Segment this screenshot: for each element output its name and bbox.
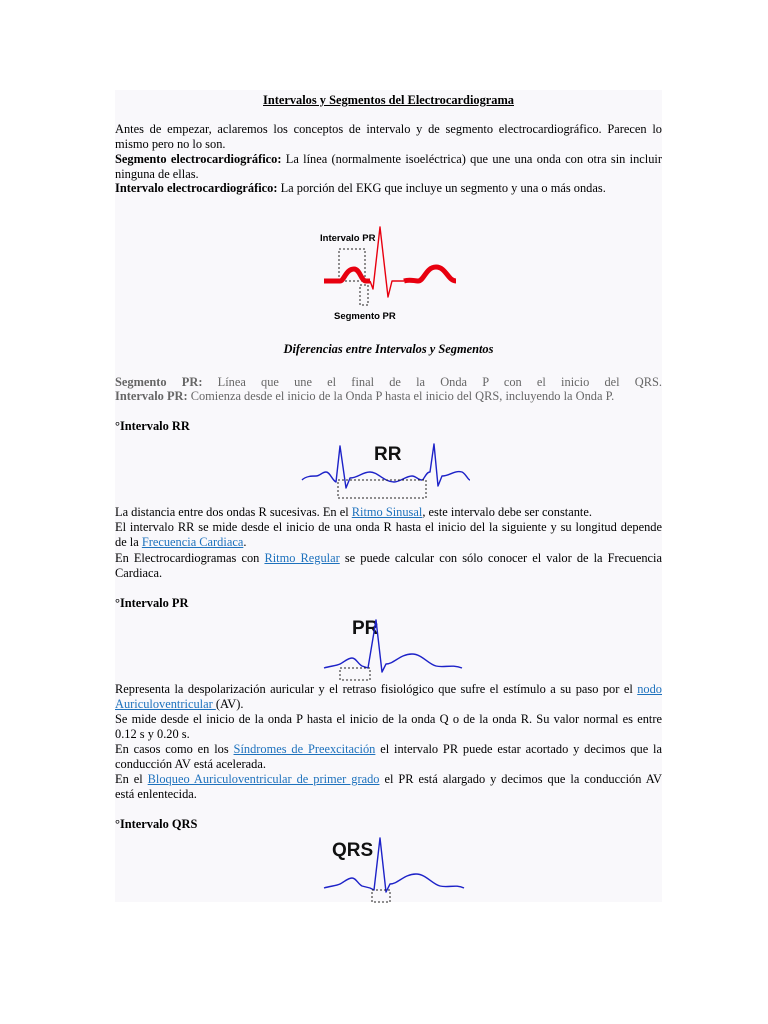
segment-bracket — [360, 285, 368, 305]
intervalo-pr-text: Comienza desde el inicio de la Onda P hasta el inicio del QRS, incluyendo la Onda P. — [187, 389, 615, 403]
pr-p4-text: En el — [115, 772, 148, 786]
pr-paragraph-1-cont — [115, 697, 662, 712]
pr-ecg-trace — [324, 620, 462, 672]
figure1-label-bottom: Segmento PR — [334, 311, 396, 322]
segmento-text: La línea (normalmente isoeléctrica) que une una onda con otra sin incluir — [281, 152, 662, 166]
rr-bracket — [338, 480, 426, 498]
pr-paragraph-4-cont: está enlentecida. — [115, 787, 197, 801]
pr-p3-text-end: el intervalo PR puede estar acortado y decimos que la — [375, 742, 662, 756]
auriculoventricular-link[interactable]: Auriculoventricular — [115, 697, 216, 711]
intervalo-pr-term: Intervalo PR: — [115, 389, 188, 403]
rr-p2-text-end: . — [243, 535, 247, 549]
intervalo-definition — [115, 181, 662, 196]
pr-p1-text-end: (AV). — [215, 697, 244, 711]
figure1-caption: Diferencias entre Intervalos y Segmentos — [283, 342, 494, 356]
rr-p3-text: En Electrocardiogramas con — [115, 551, 265, 565]
p-wave-highlight — [324, 269, 370, 281]
pr-paragraph-2: Se mide desde el inicio de la onda P hasta el inicio de la onda Q o de la onda R. Su valor normal es entre — [115, 712, 662, 726]
pr-heading: °Intervalo PR — [115, 596, 189, 610]
nodo-link[interactable]: nodo — [637, 682, 662, 696]
rr-paragraph-3-cont: Cardiaca. — [115, 566, 163, 580]
ritmo-regular-link[interactable]: Ritmo Regular — [264, 551, 340, 565]
rr-paragraph-2: El intervalo RR se mide desde el inicio de una onda R hasta el inicio del la siguiente y su longitud depende — [115, 520, 662, 534]
frecuencia-cardiaca-link[interactable]: Frecuencia Cardiaca — [141, 535, 244, 549]
segmento-pr-text: Línea que une el final de la Onda P con el inicio del QRS. — [202, 375, 662, 389]
ritmo-sinusal-link[interactable]: Ritmo Sinusal — [351, 505, 423, 519]
pr-p4-text-end: el PR está alargado y decimos que la conducción AV — [379, 772, 662, 786]
page-title: Intervalos y Segmentos del Electrocardiograma — [263, 93, 514, 107]
pr-p1-text: Representa la despolarización auricular y el retraso fisiológico que sufre el estímulo a su paso por el — [115, 682, 638, 696]
intervalo-term: Intervalo electrocardiográfico: — [115, 181, 278, 195]
rr-paragraph-1 — [115, 505, 662, 520]
rr-image-label: RR — [374, 444, 402, 465]
figure1-label-top: Intervalo PR — [320, 233, 376, 244]
rr-p1-text: La distancia entre dos ondas R sucesivas. En el — [115, 505, 352, 519]
qrs-heading: °Intervalo QRS — [115, 817, 198, 831]
pr-paragraph-3-cont: conducción AV está acelerada. — [115, 757, 266, 771]
qrs-interval-figure — [320, 832, 470, 906]
segmento-pr-term: Segmento PR: — [115, 375, 203, 389]
rr-p1-text-end: , este intervalo debe ser constante. — [422, 505, 592, 519]
rr-interval-figure — [298, 436, 470, 502]
pr-bracket — [340, 668, 370, 680]
pr-image-label: PR — [352, 618, 379, 639]
rr-p2-text: de la — [115, 535, 142, 549]
pr-p3-text: En casos como en los — [115, 742, 234, 756]
qrs-image-label: QRS — [332, 840, 374, 861]
intervalo-pr-note — [115, 389, 662, 404]
rr-paragraph-2-cont — [115, 535, 662, 550]
t-wave-highlight — [404, 267, 456, 281]
intro-line-1: Antes de empezar, aclaremos los conceptos de intervalo y de segmento electrocardiográfico. Parecen lo — [115, 122, 662, 136]
intro-line-2: mismo pero no lo son. — [115, 137, 226, 151]
qrs-bracket — [372, 890, 390, 902]
pr-interval-segment-figure — [316, 223, 462, 323]
sindromes-preexcitacion-link[interactable]: Síndromes de Preexcitación — [233, 742, 376, 756]
segmento-definition-cont: ninguna de ellas. — [115, 167, 199, 181]
rr-heading: °Intervalo RR — [115, 419, 190, 433]
bloqueo-av-link[interactable]: Bloqueo Auriculoventricular de primer grado — [147, 772, 380, 786]
intervalo-text: La porción del EKG que incluye un segmento y una o más ondas. — [277, 181, 606, 195]
pr-interval-figure — [318, 612, 468, 682]
pr-paragraph-2-cont: 0.12 s y 0.20 s. — [115, 727, 190, 741]
rr-p3-text-end: se puede calcular con sólo conocer el valor de la Frecuencia — [339, 551, 662, 565]
segmento-term: Segmento electrocardiográfico: — [115, 152, 282, 166]
